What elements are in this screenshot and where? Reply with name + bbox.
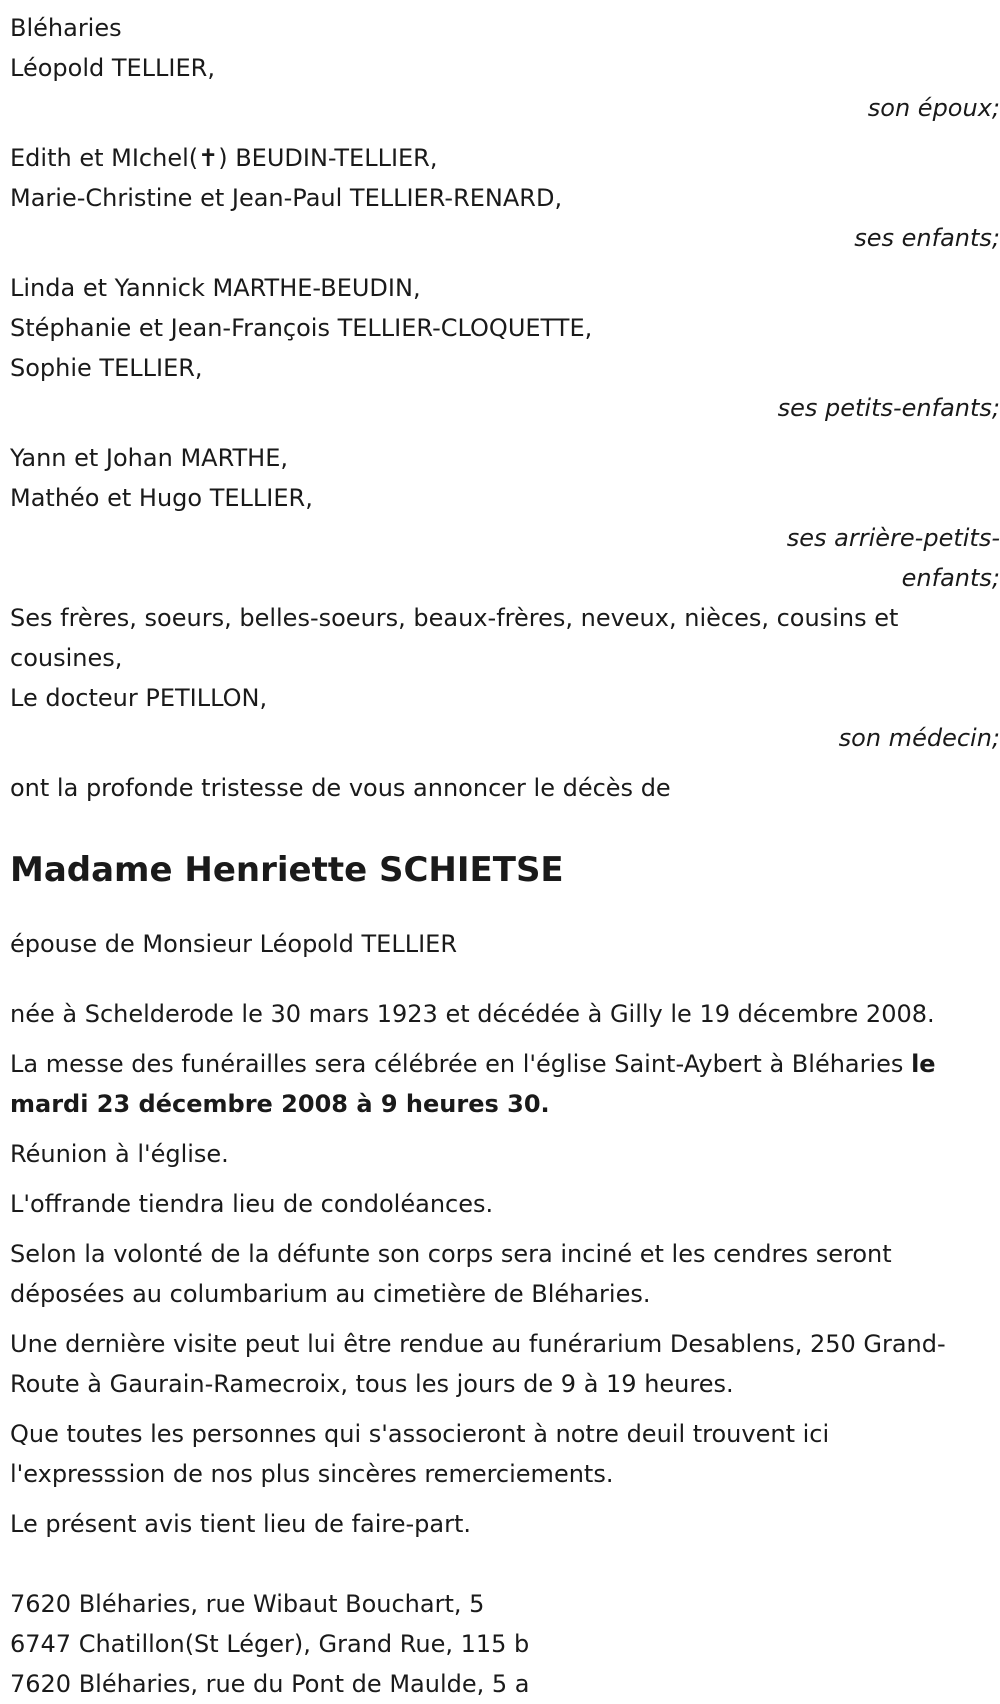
grandchildren-group bbox=[10, 268, 1000, 428]
address-2: 6747 Chatillon(St Léger), Grand Rue, 115 b bbox=[10, 1630, 530, 1658]
paragraph-cremation: Selon la volonté de la défunte son corps sera inciné et les cendres seront déposées au columbarium au cimetière de Bléharies. bbox=[10, 1240, 892, 1308]
doctor-group bbox=[10, 678, 1000, 758]
grandchildren-role: ses petits-enfants; bbox=[777, 394, 1000, 422]
address-1: 7620 Bléharies, rue Wibaut Bouchart, 5 bbox=[10, 1590, 485, 1618]
deceased-name: Madame Henriette SCHIETSE bbox=[10, 850, 564, 890]
grandchild-name-3: Sophie TELLIER, bbox=[10, 354, 203, 382]
grandchild-name-1: Linda et Yannick MARTHE-BEUDIN, bbox=[10, 274, 421, 302]
funeral-date: le mardi 23 décembre 2008 à 9 heures 30. bbox=[10, 1050, 936, 1118]
birth-death-info: née à Schelderode le 30 mars 1923 et décédée à Gilly le 19 décembre 2008. bbox=[10, 1000, 935, 1028]
great-grandchild-name-2: Mathéo et Hugo TELLIER, bbox=[10, 484, 313, 512]
great-grandchildren-role-line-2: enfants; bbox=[901, 564, 1000, 592]
announcement-line: ont la profonde tristesse de vous annoncer le décès de bbox=[10, 774, 671, 802]
paragraph-notice: Le présent avis tient lieu de faire-part. bbox=[10, 1510, 472, 1538]
great-grandchildren-role-line-1: ses arrière-petits- bbox=[786, 524, 1000, 552]
children-group bbox=[10, 138, 1000, 258]
funeral-info bbox=[10, 1044, 970, 1124]
great-grandchildren-group bbox=[10, 438, 1000, 598]
spouse-group bbox=[10, 48, 1000, 128]
grandchild-name-2: Stéphanie et Jean-François TELLIER-CLOQUETTE, bbox=[10, 314, 593, 342]
address-3: 7620 Bléharies, rue du Pont de Maulde, 5 a bbox=[10, 1670, 530, 1698]
paragraph-reunion: Réunion à l'église. bbox=[10, 1140, 229, 1168]
doctor-role: son médecin; bbox=[838, 724, 1000, 752]
funeral-text: La messe des funérailles sera célébrée en l'église Saint-Aybert à Bléharies bbox=[10, 1050, 912, 1078]
spouse-role: son époux; bbox=[867, 94, 1000, 122]
siblings-line: Ses frères, soeurs, belles-soeurs, beaux-frères, neveux, nièces, cousins et cousines, bbox=[10, 604, 899, 672]
paragraph-thanks: Que toutes les personnes qui s'associeront à notre deuil trouvent ici l'expresssion de nos plus sincères remerciements. bbox=[10, 1420, 830, 1488]
paragraph-visit: Une dernière visite peut lui être rendue au funérarium Desablens, 250 Grand-Route à Gaurain-Ramecroix, tous les jours de 9 à 19 heures. bbox=[10, 1330, 946, 1398]
child-name-2: Marie-Christine et Jean-Paul TELLIER-RENARD, bbox=[10, 184, 563, 212]
place-line: Bléharies bbox=[10, 14, 122, 42]
paragraph-offering: L'offrande tiendra lieu de condoléances. bbox=[10, 1190, 494, 1218]
deceased-spouse: épouse de Monsieur Léopold TELLIER bbox=[10, 930, 457, 958]
spouse-name: Léopold TELLIER, bbox=[10, 54, 215, 82]
children-role: ses enfants; bbox=[854, 224, 1000, 252]
address-list bbox=[10, 1584, 1000, 1704]
child-name-1: Edith et MIchel(✝) BEUDIN-TELLIER, bbox=[10, 144, 438, 172]
doctor-name: Le docteur PETILLON, bbox=[10, 684, 268, 712]
great-grandchild-name-1: Yann et Johan MARTHE, bbox=[10, 444, 288, 472]
